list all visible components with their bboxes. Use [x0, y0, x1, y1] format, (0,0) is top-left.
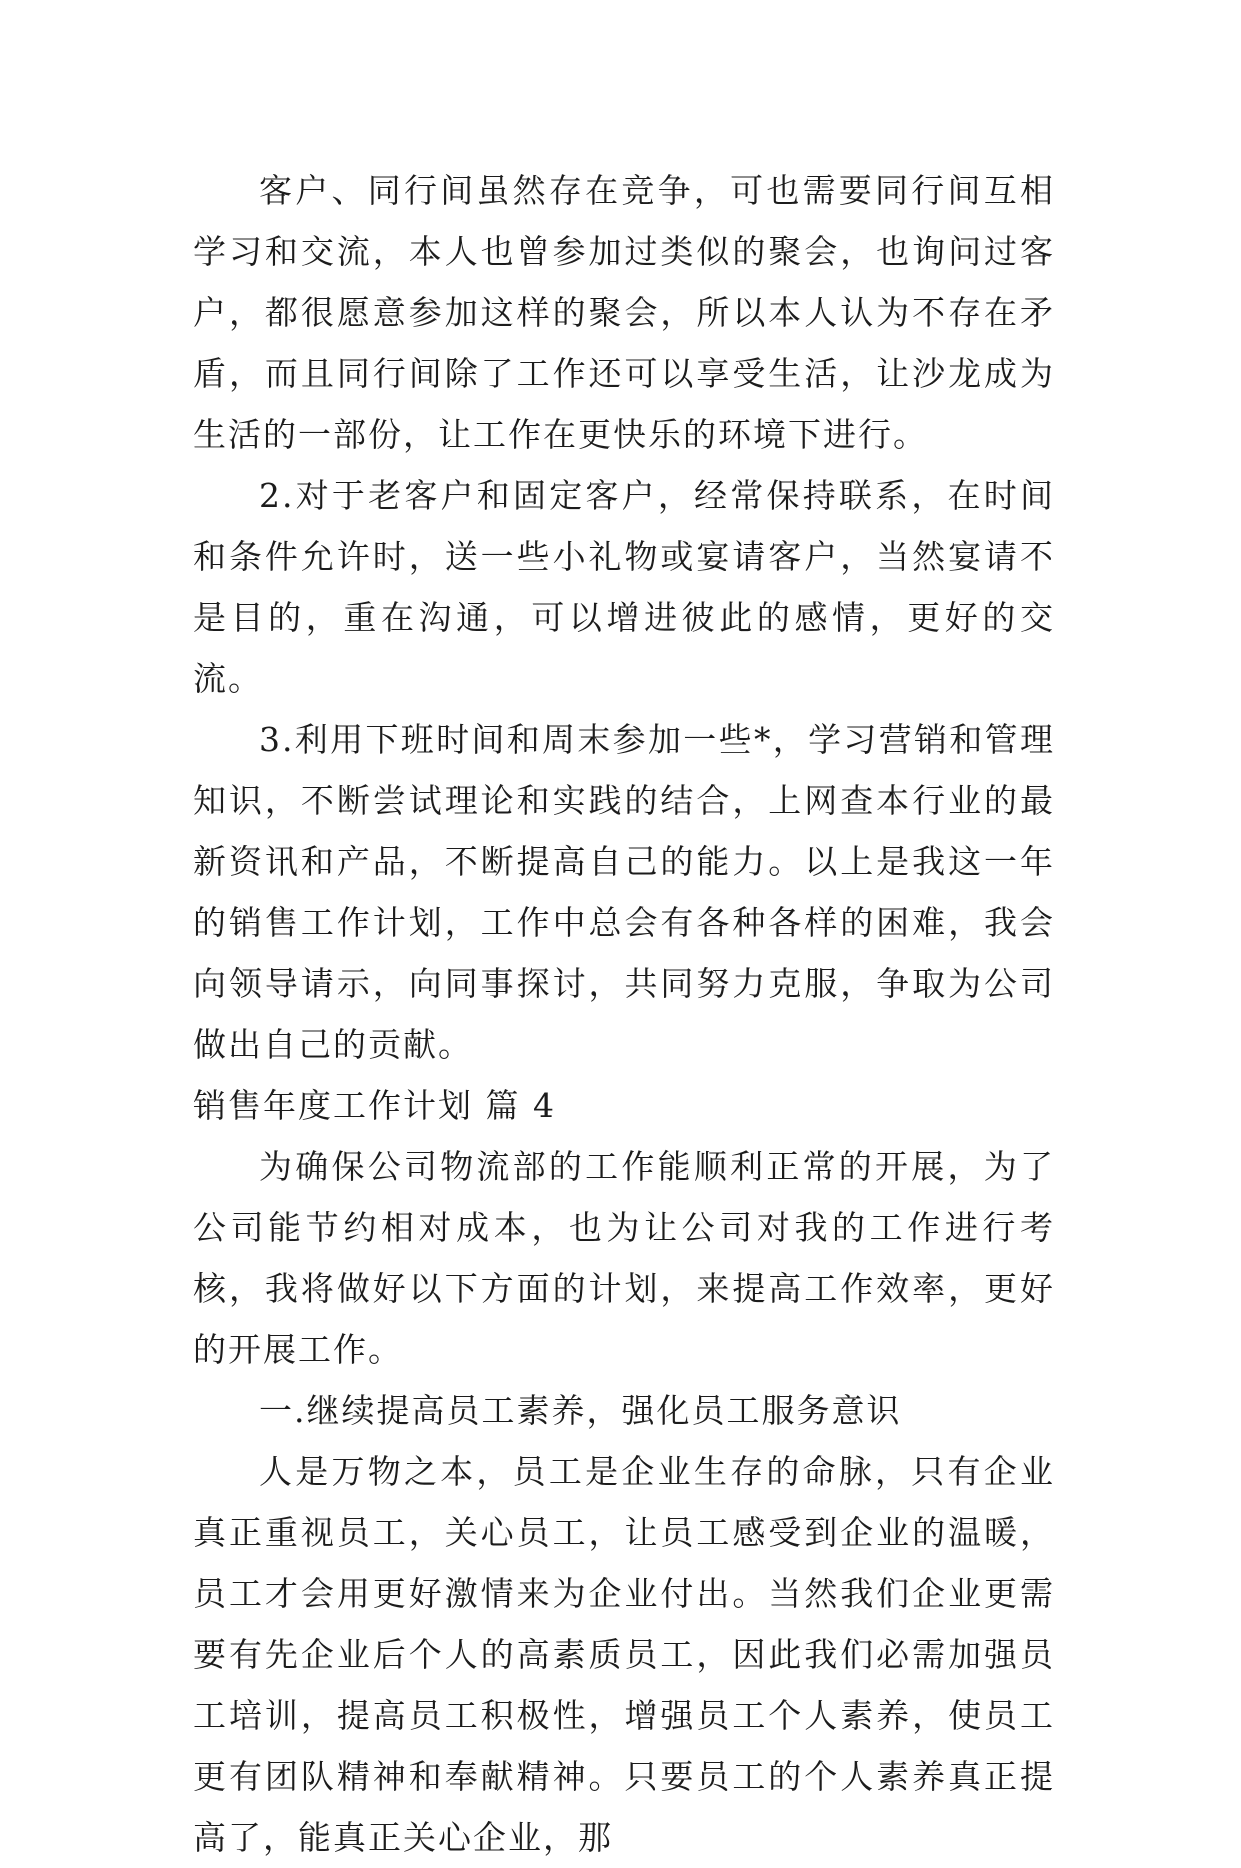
- paragraph-item-3-self-improvement: 3.利用下班时间和周末参加一些*，学习营销和管理知识，不断尝试理论和实践的结合，上网查本行业的最新资讯和产品，不断提高自己的能力。以上是我这一年的销售工作计划，工作中总会有各种各样的困难，我会向领导请示，向同事探讨，共同努力克服，争取为公司做出自己的贡献。: [193, 720, 1055, 1064]
- document-body: [193, 160, 1055, 1868]
- section-heading-plan-4: 销售年度工作计划 篇 4: [193, 1086, 556, 1125]
- paragraph-item-2-customer-contact: 2.对于老客户和固定客户，经常保持联系，在时间和条件允许时，送一些小礼物或宴请客户，当然宴请不是目的，重在沟通，可以增进彼此的感情，更好的交流。: [193, 476, 1055, 698]
- subheading-employee-quality: 一.继续提高员工素养，强化员工服务意识: [259, 1391, 902, 1430]
- paragraph-employee-training: 人是万物之本，员工是企业生存的命脉，只有企业真正重视员工，关心员工，让员工感受到企业的温暖，员工才会用更好激情来为企业付出。当然我们企业更需要有先企业后个人的高素质员工，因此我们必需加强员工培训，提高员工积极性，增强员工个人素养，使员工更有团队精神和奉献精神。只要员工的个人素养真正提高了，能真正关心企业，那: [193, 1452, 1055, 1857]
- paragraph-competition-and-exchange: 客户、同行间虽然存在竞争，可也需要同行间互相学习和交流，本人也曾参加过类似的聚会，也询问过客户，都很愿意参加这样的聚会，所以本人认为不存在矛盾，而且同行间除了工作还可以享受生活，让沙龙成为生活的一部份，让工作在更快乐的环境下进行。: [193, 171, 1055, 454]
- paragraph-logistics-intro: 为确保公司物流部的工作能顺利正常的开展，为了公司能节约相对成本，也为让公司对我的工作进行考核，我将做好以下方面的计划，来提高工作效率，更好的开展工作。: [193, 1147, 1055, 1369]
